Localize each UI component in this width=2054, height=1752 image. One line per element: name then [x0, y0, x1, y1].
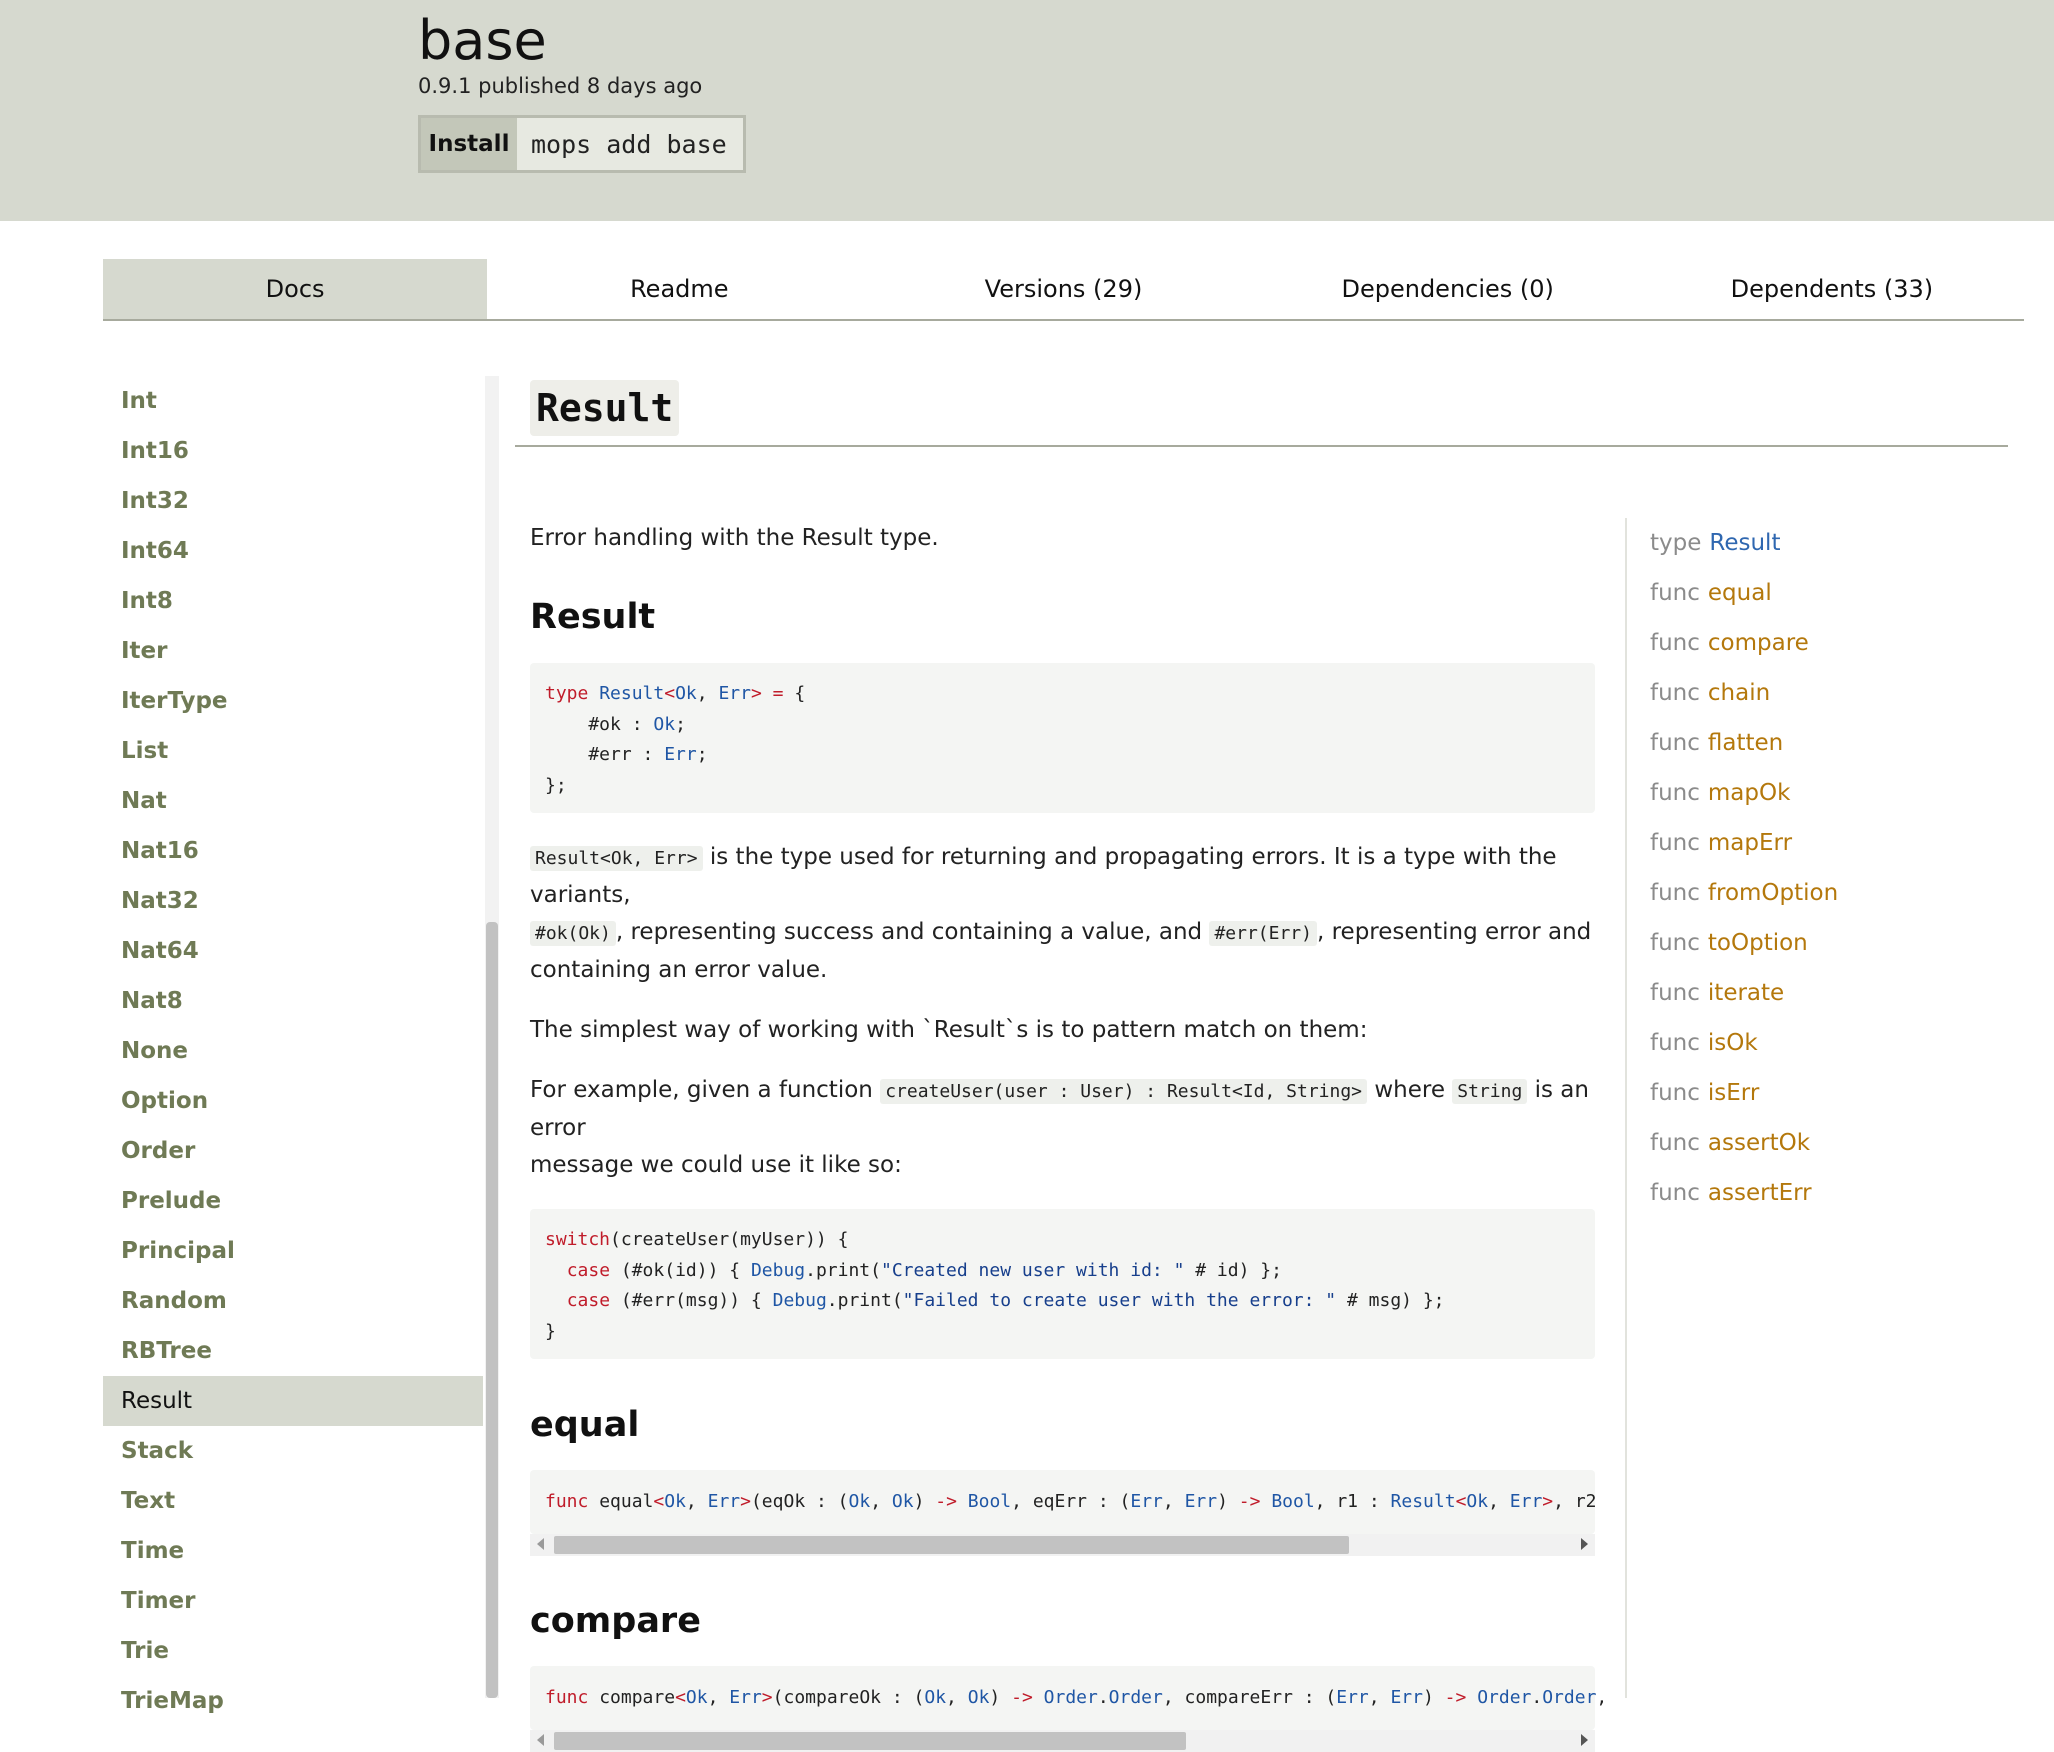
sidebar-item-int64[interactable]: Int64: [121, 538, 189, 564]
toc-item-iterate[interactable]: [1627, 968, 2026, 1018]
inline-code: String: [1452, 1079, 1527, 1104]
toc-item-kind: func: [1650, 830, 1700, 856]
scroll-right-icon[interactable]: [1581, 1538, 1588, 1550]
sidebar-item-int16[interactable]: Int16: [121, 438, 189, 464]
inline-code: createUser(user : User) : Result<Id, String>: [880, 1079, 1367, 1104]
module-toc: [1625, 518, 2026, 1698]
toc-item-tooption[interactable]: [1627, 918, 2026, 968]
tab-readme[interactable]: Readme: [630, 275, 729, 303]
scroll-left-icon[interactable]: [537, 1734, 544, 1746]
toc-item-kind: func: [1650, 1180, 1700, 1206]
sidebar-item-order[interactable]: Order: [121, 1138, 196, 1164]
toc-item-maperr[interactable]: [1627, 818, 2026, 868]
sidebar-item-nat64[interactable]: Nat64: [121, 938, 199, 964]
sidebar-item-stack[interactable]: Stack: [121, 1438, 194, 1464]
inline-code: #err(Err): [1209, 921, 1317, 946]
module-intro: Error handling with the Result type.: [530, 525, 939, 551]
install-command[interactable]: mops add base: [531, 129, 727, 159]
example-description: For example, given a function createUser(user : User) : Result<Id, String> where String is an error message we could use it like so:: [530, 1077, 1589, 1178]
package-version-info: 0.9.1 published 8 days ago: [418, 74, 703, 98]
toc-item-fromoption[interactable]: [1627, 868, 2026, 918]
toc-item-name[interactable]: mapOk: [1707, 780, 1791, 806]
toc-item-name[interactable]: isOk: [1707, 1030, 1758, 1056]
toc-item-name[interactable]: compare: [1707, 630, 1809, 656]
toc-item-name[interactable]: iterate: [1707, 980, 1785, 1006]
toc-item-result[interactable]: [1627, 518, 2026, 568]
sidebar-item-int[interactable]: Int: [121, 388, 157, 414]
toc-item-name[interactable]: assertOk: [1707, 1130, 1811, 1156]
inline-code: Result<Ok, Err>: [530, 846, 703, 871]
toc-item-equal[interactable]: [1627, 568, 2026, 618]
toc-item-iserr[interactable]: [1627, 1068, 2026, 1118]
toc-item-name[interactable]: toOption: [1707, 930, 1808, 956]
sidebar-item-rbtree[interactable]: RBTree: [121, 1338, 212, 1364]
package-header: [0, 0, 2054, 221]
result-description: Result<Ok, Err> is the type used for returning and propagating errors. It is a type with the variants, #ok(Ok) , representing success and containing a value, and #err(Err) , representing error and containing an error value.: [530, 844, 1592, 983]
toc-item-mapok[interactable]: [1627, 768, 2026, 818]
install-box: [418, 115, 746, 173]
code-compare-scrollbar[interactable]: [530, 1730, 1595, 1752]
sidebar-item-none[interactable]: None: [121, 1038, 189, 1064]
tab-dependents[interactable]: Dependents (33): [1730, 275, 1934, 303]
module-sidebar: [103, 376, 483, 1714]
sidebar-item-trie[interactable]: Trie: [121, 1638, 169, 1664]
tab-docs[interactable]: Docs: [103, 259, 487, 319]
toc-item-name[interactable]: assertErr: [1707, 1180, 1812, 1206]
sidebar-item-principal[interactable]: Principal: [121, 1238, 235, 1264]
sidebar-item-iter[interactable]: Iter: [121, 638, 168, 664]
toc-item-kind: func: [1650, 930, 1700, 956]
toc-item-kind: func: [1650, 980, 1700, 1006]
toc-item-asserterr[interactable]: [1627, 1168, 2026, 1218]
toc-item-assertok[interactable]: [1627, 1118, 2026, 1168]
tab-dependencies[interactable]: Dependencies (0): [1341, 275, 1554, 303]
inline-code: #ok(Ok): [530, 921, 616, 946]
sidebar-item-option[interactable]: Option: [121, 1088, 209, 1114]
sidebar-item-random[interactable]: Random: [121, 1288, 227, 1314]
toc-item-name[interactable]: mapErr: [1707, 830, 1793, 856]
sidebar-item-prelude[interactable]: Prelude: [121, 1188, 222, 1214]
sidebar-item-result[interactable]: Result: [103, 1376, 483, 1426]
code-block-result-type: type Result<Ok, Err> = { #ok : Ok; #err : Err; };: [530, 663, 1595, 813]
sidebar-item-int32[interactable]: Int32: [121, 488, 189, 514]
sidebar-item-list[interactable]: List: [121, 738, 169, 764]
package-title: base: [418, 9, 547, 72]
code-compare-scrollbar-thumb[interactable]: [554, 1732, 1186, 1750]
sidebar-item-nat32[interactable]: Nat32: [121, 888, 199, 914]
toc-item-kind: func: [1650, 730, 1700, 756]
toc-item-kind: func: [1650, 630, 1700, 656]
toc-item-kind: func: [1650, 1030, 1700, 1056]
toc-item-name[interactable]: Result: [1709, 530, 1781, 556]
toc-item-kind: func: [1650, 680, 1700, 706]
toc-item-name[interactable]: flatten: [1707, 730, 1784, 756]
code-equal-scrollbar[interactable]: [530, 1534, 1595, 1556]
pattern-match-note: The simplest way of working with `Result`s is to pattern match on them:: [530, 1017, 1368, 1043]
toc-item-kind: func: [1650, 880, 1700, 906]
sidebar-item-nat16[interactable]: Nat16: [121, 838, 199, 864]
sidebar-item-itertype[interactable]: IterType: [121, 688, 228, 714]
section-heading-equal: equal: [530, 1405, 640, 1445]
toc-item-compare[interactable]: [1627, 618, 2026, 668]
module-title: Result: [536, 386, 674, 430]
module-title-box: [530, 380, 679, 436]
toc-item-kind: type: [1650, 530, 1702, 556]
toc-item-name[interactable]: chain: [1707, 680, 1771, 706]
sidebar-item-triemap[interactable]: TrieMap: [121, 1688, 224, 1714]
sidebar-scrollbar-thumb[interactable]: [486, 922, 498, 1698]
toc-item-chain[interactable]: [1627, 668, 2026, 718]
title-divider: [515, 445, 2008, 447]
toc-item-kind: func: [1650, 1080, 1700, 1106]
sidebar-item-text[interactable]: Text: [121, 1488, 176, 1514]
install-button[interactable]: Install: [421, 118, 517, 170]
toc-item-name[interactable]: fromOption: [1707, 880, 1839, 906]
code-equal-scrollbar-thumb[interactable]: [554, 1536, 1349, 1554]
section-heading-result: Result: [530, 597, 656, 637]
scroll-left-icon[interactable]: [537, 1538, 544, 1550]
package-tabs: [103, 259, 2024, 321]
module-content: [530, 520, 1608, 1752]
section-heading-compare: compare: [530, 1601, 701, 1641]
toc-item-kind: func: [1650, 1130, 1700, 1156]
code-block-example: switch(createUser(myUser)) { case (#ok(id)) { Debug.print("Created new user with id: " # id) }; case (#err(msg)) { Debug.print("Failed to create user with the error: " # msg) }; }: [530, 1209, 1595, 1359]
sidebar-item-nat[interactable]: Nat: [121, 788, 167, 814]
sidebar-item-timer[interactable]: Timer: [121, 1588, 196, 1614]
scroll-right-icon[interactable]: [1581, 1734, 1588, 1746]
tab-versions[interactable]: Versions (29): [984, 275, 1143, 303]
toc-item-kind: func: [1650, 780, 1700, 806]
code-block-compare: func compare<Ok, Err>(compareOk : (Ok, Ok) -> Order.Order, compareErr : (Err, Err) -> Order.Order,: [530, 1666, 1595, 1730]
toc-item-isok[interactable]: [1627, 1018, 2026, 1068]
toc-item-flatten[interactable]: [1627, 718, 2026, 768]
sidebar-item-time[interactable]: Time: [121, 1538, 185, 1564]
toc-item-name[interactable]: isErr: [1707, 1080, 1760, 1106]
sidebar-item-nat8[interactable]: Nat8: [121, 988, 183, 1014]
code-block-equal: func equal<Ok, Err>(eqOk : (Ok, Ok) -> Bool, eqErr : (Err, Err) -> Bool, r1 : Result<Ok, Err>, r2: [530, 1470, 1595, 1534]
sidebar-item-int8[interactable]: Int8: [121, 588, 173, 614]
toc-item-name[interactable]: equal: [1707, 580, 1772, 606]
toc-item-kind: func: [1650, 580, 1700, 606]
